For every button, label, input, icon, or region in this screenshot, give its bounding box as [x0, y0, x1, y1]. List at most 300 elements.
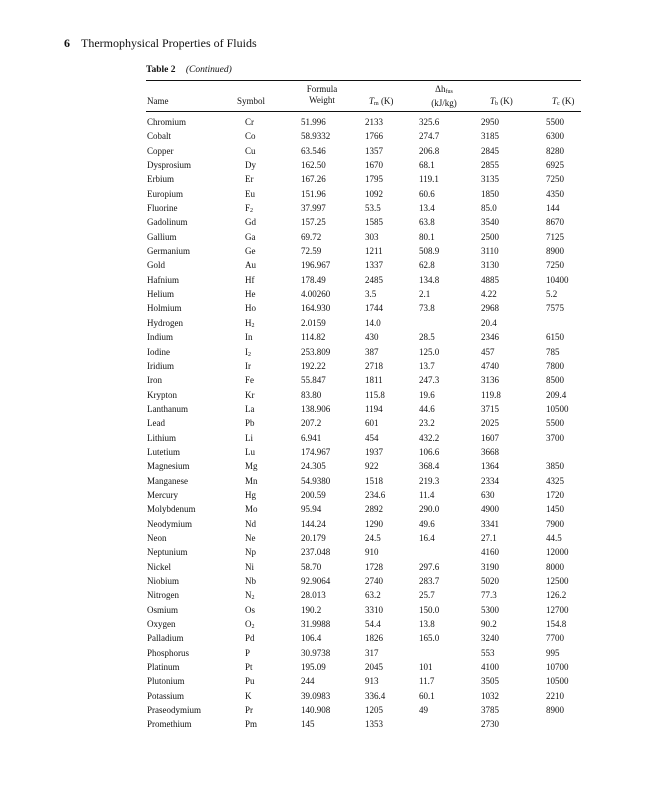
cell-name: Lithium: [147, 432, 176, 443]
col-header-formula-weight-line2: Weight: [309, 95, 335, 105]
symbol-text: Os: [245, 604, 256, 615]
cell-tc: 2210: [546, 690, 564, 701]
tm-symbol: T: [369, 96, 375, 106]
cell-tm: 3.5: [365, 289, 377, 300]
symbol-text: K: [245, 690, 252, 701]
cell-symbol: [245, 661, 253, 673]
cell-symbol: [245, 389, 255, 401]
cell-symbol: [245, 718, 257, 730]
cell-dh-fus: 80.1: [419, 231, 435, 242]
cell-tm: 1337: [365, 260, 383, 271]
cell-dh-fus: 274.7: [419, 131, 440, 142]
symbol-text: Pd: [245, 633, 255, 644]
cell-tc: 7575: [546, 303, 564, 314]
cell-tm: 1092: [365, 188, 383, 199]
cell-symbol: [245, 145, 256, 157]
cell-tm: 1744: [365, 303, 383, 314]
col-header-tb: [490, 96, 513, 110]
cell-tc: 3850: [546, 461, 564, 472]
cell-tc: 44.5: [546, 532, 562, 543]
cell-dh-fus: 13.8: [419, 619, 435, 630]
cell-dh-fus: 206.8: [419, 145, 440, 156]
cell-dh-fus: 60.1: [419, 690, 435, 701]
cell-symbol: [245, 188, 255, 200]
cell-name: Niobium: [147, 576, 180, 586]
cell-formula-weight: 83.80: [301, 389, 322, 400]
cell-symbol: [245, 274, 255, 286]
cell-formula-weight: 63.546: [301, 145, 326, 156]
cell-tb: 27.1: [481, 532, 497, 543]
tb-unit: (K): [500, 96, 513, 106]
cell-formula-weight: 6.941: [301, 432, 322, 443]
cell-symbol: [245, 317, 255, 332]
cell-name: Nitrogen: [147, 590, 179, 601]
symbol-text: Pr: [245, 705, 254, 716]
cell-dh-fus: 432.2: [419, 432, 440, 443]
tc-symbol: T: [552, 96, 558, 106]
cell-symbol: [245, 618, 255, 633]
cell-symbol: [245, 561, 254, 573]
cell-name: Lanthanum: [147, 403, 188, 414]
cell-tc: 1450: [546, 504, 564, 515]
symbol-text: In: [245, 332, 253, 343]
cell-tm: 430: [365, 332, 379, 343]
cell-tb: 4900: [481, 504, 499, 515]
cell-formula-weight: 244: [301, 676, 315, 687]
cell-tb: 3190: [481, 561, 499, 572]
cell-tc: 995: [546, 647, 560, 658]
symbol-text: Kr: [245, 389, 255, 400]
cell-formula-weight: 145: [301, 719, 315, 730]
cell-name: Hydrogen: [147, 317, 183, 328]
cell-dh-fus: 106.6: [419, 446, 440, 457]
cell-dh-fus: 297.6: [419, 561, 440, 572]
cell-tb: 630: [481, 489, 495, 500]
cell-formula-weight: 138.906: [301, 403, 331, 414]
cell-symbol: [245, 632, 255, 644]
symbol-text: Ne: [245, 532, 256, 543]
tb-subscript: b: [495, 101, 499, 107]
cell-dh-fus: 68.1: [419, 160, 435, 171]
cell-tb: 4160: [481, 547, 499, 558]
cell-formula-weight: 144.24: [301, 518, 326, 529]
cell-tc: 144: [546, 203, 560, 214]
symbol-text: H: [245, 317, 252, 328]
symbol-text: F: [245, 203, 251, 214]
cell-name: Lead: [147, 418, 165, 429]
cell-symbol: [245, 446, 255, 458]
symbol-text: Hf: [245, 274, 255, 285]
cell-tb: 1850: [481, 188, 499, 199]
cell-name: Nickel: [147, 561, 171, 572]
cell-tb: 4885: [481, 274, 499, 285]
cell-tc: 8000: [546, 561, 564, 572]
cell-symbol: [245, 475, 258, 487]
cell-tm: 1194: [365, 403, 383, 414]
cell-tb: 1364: [481, 461, 499, 472]
symbol-text: Dy: [245, 160, 256, 171]
cell-tm: 53.5: [365, 203, 381, 214]
cell-formula-weight: 207.2: [301, 418, 322, 429]
cell-symbol: [245, 259, 256, 271]
cell-tb: 5020: [481, 576, 499, 586]
symbol-text: Pt: [245, 662, 253, 673]
cell-formula-weight: 37.997: [301, 203, 326, 214]
cell-formula-weight: 237.048: [301, 547, 331, 558]
cell-tb: 3110: [481, 246, 499, 257]
cell-formula-weight: 58.70: [301, 561, 322, 572]
symbol-subscript: 2: [251, 624, 255, 631]
cell-tm: 1585: [365, 217, 383, 228]
cell-formula-weight: 162.50: [301, 160, 326, 171]
cell-symbol: [245, 331, 253, 343]
cell-tc: 7250: [546, 260, 564, 271]
cell-formula-weight: 253.809: [301, 346, 331, 357]
cell-tb: 1032: [481, 690, 499, 701]
cell-name: Mercury: [147, 489, 178, 500]
cell-symbol: [245, 546, 256, 558]
cell-name: Palladium: [147, 633, 184, 644]
cell-dh-fus: 2.1: [419, 289, 431, 300]
cell-symbol: [245, 360, 251, 372]
cell-symbol: [245, 604, 255, 616]
cell-name: Magnesium: [147, 461, 190, 472]
cell-symbol: [245, 302, 256, 314]
cell-name: Hafnium: [147, 274, 179, 285]
cell-tb: 1607: [481, 432, 499, 443]
cell-name: Iron: [147, 375, 162, 386]
cell-dh-fus: 16.4: [419, 532, 435, 543]
cell-dh-fus: 165.0: [419, 633, 440, 644]
cell-formula-weight: 192.22: [301, 360, 326, 371]
symbol-text: Ni: [245, 561, 254, 572]
cell-tb: 4740: [481, 360, 499, 371]
cell-tm: 1205: [365, 705, 383, 716]
cell-tb: 4.22: [481, 289, 497, 300]
cell-tm: 303: [365, 231, 379, 242]
cell-tc: 5.2: [546, 289, 558, 300]
cell-tb: 3785: [481, 705, 499, 716]
cell-name: Iridium: [147, 360, 174, 371]
cell-tb: 4100: [481, 662, 499, 673]
cell-name: Neon: [147, 532, 167, 543]
symbol-subscript: 2: [250, 208, 254, 215]
cell-dh-fus: 73.8: [419, 303, 435, 314]
cell-symbol: [245, 704, 253, 716]
cell-tc: 10400: [546, 274, 569, 285]
col-header-name: Name: [147, 96, 169, 106]
symbol-text: Au: [245, 260, 256, 271]
cell-name: Krypton: [147, 389, 177, 400]
cell-formula-weight: 164.930: [301, 303, 331, 314]
cell-symbol: [245, 116, 254, 128]
cell-tm: 2133: [365, 117, 383, 127]
tb-symbol: T: [490, 96, 496, 106]
cell-tm: 387: [365, 346, 379, 357]
cell-tc: 6150: [546, 332, 564, 343]
cell-dh-fus: 325.6: [419, 117, 440, 127]
cell-name: Oxygen: [147, 619, 176, 630]
cell-dh-fus: 13.7: [419, 360, 435, 371]
table-top-rule: [146, 80, 581, 81]
cell-name: Fluorine: [147, 203, 178, 214]
cell-name: Praseodymium: [147, 705, 201, 716]
cell-dh-fus: 25.7: [419, 590, 435, 601]
cell-formula-weight: 106.4: [301, 633, 322, 644]
cell-tb: 3505: [481, 676, 499, 687]
cell-symbol: [245, 374, 254, 386]
cell-tm: 2485: [365, 274, 383, 285]
cell-tm: 922: [365, 461, 379, 472]
cell-tm: 1670: [365, 160, 383, 171]
cell-tm: 54.4: [365, 619, 381, 630]
cell-tb: 3130: [481, 260, 499, 271]
cell-formula-weight: 51.996: [301, 117, 326, 127]
symbol-text: Ga: [245, 231, 256, 242]
symbol-text: Pb: [245, 418, 255, 429]
cell-dh-fus: 11.4: [419, 489, 435, 500]
dh-subscript: fus: [445, 89, 453, 95]
cell-name: Molybdenum: [147, 504, 196, 515]
cell-tc: 5500: [546, 117, 564, 127]
symbol-text: Np: [245, 547, 256, 558]
symbol-subscript: 2: [251, 322, 255, 329]
symbol-text: Li: [245, 432, 253, 443]
cell-formula-weight: 151.96: [301, 188, 326, 199]
cell-name: Lutetium: [147, 446, 180, 457]
cell-symbol: [245, 690, 252, 702]
cell-tb: 2730: [481, 719, 499, 730]
symbol-text: Nd: [245, 518, 256, 529]
cell-formula-weight: 95.94: [301, 504, 322, 515]
cell-tb: 3185: [481, 131, 499, 142]
cell-dh-fus: 219.3: [419, 475, 440, 486]
col-header-tc: [552, 96, 574, 110]
cell-name: Holmium: [147, 303, 182, 314]
cell-symbol: [245, 575, 256, 587]
cell-tb: 2025: [481, 418, 499, 429]
cell-tb: 3715: [481, 403, 499, 414]
cell-dh-fus: 49: [419, 705, 428, 716]
cell-tm: 63.2: [365, 590, 381, 601]
symbol-text: Ge: [245, 246, 256, 257]
cell-name: Phosphorus: [147, 647, 190, 658]
cell-dh-fus: 119.1: [419, 174, 439, 185]
cell-tm: 317: [365, 647, 379, 658]
cell-tb: 5300: [481, 604, 499, 615]
cell-name: Dysprosium: [147, 160, 192, 171]
tc-unit: (K): [561, 96, 575, 106]
symbol-text: Nb: [245, 576, 256, 586]
cell-dh-fus: 11.7: [419, 676, 435, 687]
symbol-text: La: [245, 403, 255, 414]
cell-name: Europium: [147, 188, 183, 199]
cell-tb: 3240: [481, 633, 499, 644]
col-header-tm: [369, 96, 393, 110]
cell-formula-weight: 24.305: [301, 461, 326, 472]
cell-name: Copper: [147, 145, 174, 156]
cell-symbol: [245, 130, 256, 142]
cell-formula-weight: 114.82: [301, 332, 326, 343]
cell-name: Gallium: [147, 231, 177, 242]
cell-formula-weight: 157.25: [301, 217, 326, 228]
cell-tm: 234.6: [365, 489, 386, 500]
cell-tm: 3310: [365, 604, 383, 615]
symbol-text: Pm: [245, 719, 258, 730]
cell-symbol: [245, 432, 253, 444]
page-number: 6: [64, 36, 70, 50]
cell-tc: 785: [546, 346, 560, 357]
cell-tm: 1728: [365, 561, 383, 572]
cell-formula-weight: 28.013: [301, 590, 326, 601]
cell-tc: 12000: [546, 547, 569, 558]
cell-tm: 1795: [365, 174, 383, 185]
cell-tm: 913: [365, 676, 379, 687]
cell-dh-fus: 368.4: [419, 461, 440, 472]
cell-tb: 77.3: [481, 590, 497, 601]
cell-formula-weight: 72.59: [301, 246, 322, 257]
cell-tb: 3136: [481, 375, 499, 386]
cell-tc: 8900: [546, 705, 564, 716]
cell-symbol: [245, 417, 255, 429]
cell-dh-fus: 290.0: [419, 504, 440, 515]
symbol-text: Mg: [245, 461, 258, 472]
symbol-text: He: [245, 289, 256, 300]
cell-name: Neptunium: [147, 547, 188, 558]
cell-symbol: [245, 231, 256, 243]
cell-tb: 2855: [481, 160, 499, 171]
cell-formula-weight: 30.9738: [301, 647, 331, 658]
cell-symbol: [245, 489, 256, 501]
tc-subscript: c: [557, 101, 560, 107]
cell-tm: 24.5: [365, 532, 381, 543]
table-caption: [146, 65, 232, 75]
cell-tc: 4325: [546, 475, 564, 486]
cell-tb: 457: [481, 346, 495, 357]
cell-tb: 2950: [481, 117, 499, 127]
cell-formula-weight: 167.26: [301, 174, 326, 185]
symbol-text: N: [245, 590, 252, 601]
cell-symbol: [245, 647, 250, 659]
symbol-text: Mo: [245, 504, 258, 515]
cell-name: Erbium: [147, 174, 174, 185]
cell-tb: 3135: [481, 174, 499, 185]
col-header-formula-weight-line1: Formula: [306, 84, 338, 94]
cell-tm: 1353: [365, 719, 383, 730]
symbol-text: Cr: [245, 117, 254, 127]
running-title: Thermophysical Properties of Fluids: [81, 36, 257, 50]
cell-formula-weight: 58.9332: [301, 131, 331, 142]
cell-formula-weight: 140.908: [301, 705, 331, 716]
cell-tm: 2718: [365, 360, 383, 371]
cell-tc: 1720: [546, 489, 564, 500]
cell-tc: 10500: [546, 676, 569, 687]
cell-tc: 4350: [546, 188, 564, 199]
symbol-text: Co: [245, 131, 256, 142]
cell-formula-weight: 190.2: [301, 604, 322, 615]
cell-name: Osmium: [147, 604, 179, 615]
cell-tm: 1937: [365, 446, 383, 457]
cell-tm: 601: [365, 418, 379, 429]
cell-symbol: [245, 518, 256, 530]
cell-formula-weight: 20.179: [301, 532, 326, 543]
cell-name: Cobalt: [147, 131, 171, 142]
cell-symbol: [245, 288, 256, 300]
cell-tb: 20.4: [481, 317, 497, 328]
cell-name: Potassium: [147, 690, 185, 701]
cell-name: Indium: [147, 332, 173, 343]
cell-name: Chromium: [147, 117, 187, 127]
table-header-rule: [146, 111, 581, 112]
cell-dh-fus: 508.9: [419, 246, 440, 257]
cell-formula-weight: 2.0159: [301, 317, 326, 328]
cell-tc: 12500: [546, 576, 569, 586]
tm-subscript: m: [374, 101, 379, 107]
cell-symbol: [245, 460, 258, 472]
cell-symbol: [245, 346, 251, 361]
cell-dh-fus: 19.6: [419, 389, 435, 400]
symbol-text: Pu: [245, 676, 255, 687]
cell-dh-fus: 23.2: [419, 418, 435, 429]
cell-tm: 454: [365, 432, 379, 443]
cell-tb: 2334: [481, 475, 499, 486]
cell-symbol: [245, 245, 256, 257]
cell-tm: 115.8: [365, 389, 385, 400]
cell-tc: 10700: [546, 662, 569, 673]
cell-tc: 8670: [546, 217, 564, 228]
cell-formula-weight: 92.9064: [301, 576, 331, 586]
cell-name: Neodymium: [147, 518, 192, 529]
symbol-text: Hg: [245, 489, 256, 500]
cell-tm: 336.4: [365, 690, 386, 701]
col-header-dh-fus: [424, 84, 464, 109]
cell-tb: 3341: [481, 518, 499, 529]
cell-formula-weight: 54.9380: [301, 475, 331, 486]
cell-symbol: [245, 675, 255, 687]
cell-dh-fus: 283.7: [419, 576, 440, 586]
cell-formula-weight: 196.967: [301, 260, 331, 271]
dh-symbol: Δh: [435, 84, 446, 94]
symbol-text: Er: [245, 174, 254, 185]
cell-tb: 3540: [481, 217, 499, 228]
cell-name: Iodine: [147, 346, 170, 357]
cell-name: Gadolinum: [147, 217, 188, 228]
cell-tm: 1211: [365, 246, 383, 257]
cell-dh-fus: 150.0: [419, 604, 440, 615]
cell-symbol: [245, 532, 256, 544]
table-continued-note: (Continued): [185, 65, 232, 75]
cell-dh-fus: 13.4: [419, 203, 435, 214]
cell-tc: 7800: [546, 360, 564, 371]
cell-formula-weight: 195.09: [301, 662, 326, 673]
cell-tb: 2500: [481, 231, 499, 242]
cell-tb: 553: [481, 647, 495, 658]
cell-tb: 2968: [481, 303, 499, 314]
table-label: Table 2: [146, 65, 176, 75]
cell-tc: 7900: [546, 518, 564, 529]
cell-tm: 1826: [365, 633, 383, 644]
cell-symbol: [245, 173, 254, 185]
cell-tb: 2346: [481, 332, 499, 343]
symbol-text: Eu: [245, 188, 255, 199]
cell-tm: 1766: [365, 131, 383, 142]
cell-dh-fus: 62.8: [419, 260, 435, 271]
cell-tm: 2740: [365, 576, 383, 586]
cell-symbol: [245, 159, 256, 171]
dh-unit: (kJ/kg): [431, 98, 457, 108]
symbol-text: Ir: [245, 360, 251, 371]
cell-tm: 2045: [365, 662, 383, 673]
